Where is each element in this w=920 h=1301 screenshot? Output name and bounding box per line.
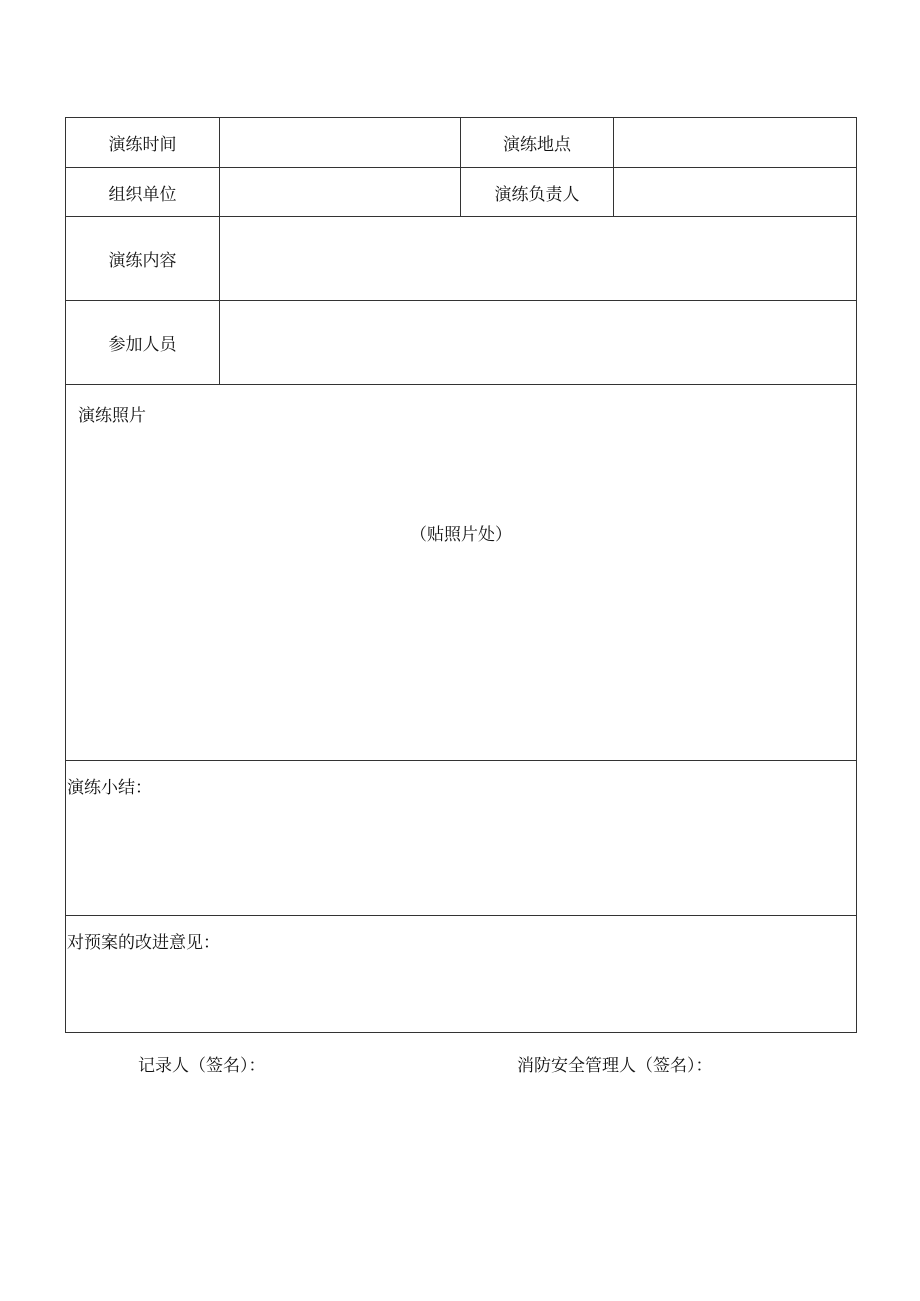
drill-place-label: 演练地点 bbox=[461, 118, 614, 168]
improvement-area[interactable] bbox=[66, 916, 857, 1033]
drill-summary-label: 演练小结： bbox=[67, 778, 152, 798]
drill-leader-label: 演练负责人 bbox=[461, 168, 614, 217]
drill-time-label: 演练时间 bbox=[66, 118, 220, 168]
participants-label: 参加人员 bbox=[66, 301, 220, 385]
signature-line bbox=[0, 1051, 920, 1075]
drill-photos-label: 演练照片 bbox=[78, 406, 146, 426]
row-improvement bbox=[66, 916, 857, 1033]
summary-area[interactable] bbox=[66, 761, 857, 916]
photo-placeholder: （贴照片处） bbox=[410, 525, 512, 545]
drill-content-label: 演练内容 bbox=[66, 217, 220, 301]
fire-safety-manager-signature-label: 消防安全管理人（签名）： bbox=[517, 1056, 713, 1076]
photo-area[interactable] bbox=[66, 385, 857, 761]
improvement-label: 对预案的改进意见： bbox=[67, 933, 220, 953]
row-participants bbox=[66, 301, 857, 385]
organizer-field[interactable] bbox=[220, 168, 461, 217]
row-time-place bbox=[66, 118, 857, 168]
drill-place-field[interactable] bbox=[614, 118, 857, 168]
organizer-label: 组织单位 bbox=[66, 168, 220, 217]
participants-field[interactable] bbox=[220, 301, 857, 385]
row-content bbox=[66, 217, 857, 301]
drill-leader-field[interactable] bbox=[614, 168, 857, 217]
drill-record-table bbox=[65, 117, 857, 1033]
row-summary bbox=[66, 761, 857, 916]
row-photos bbox=[66, 385, 857, 761]
drill-content-field[interactable] bbox=[220, 217, 857, 301]
row-org-leader bbox=[66, 168, 857, 217]
recorder-signature-label: 记录人（签名）： bbox=[138, 1056, 266, 1076]
drill-time-field[interactable] bbox=[220, 118, 461, 168]
